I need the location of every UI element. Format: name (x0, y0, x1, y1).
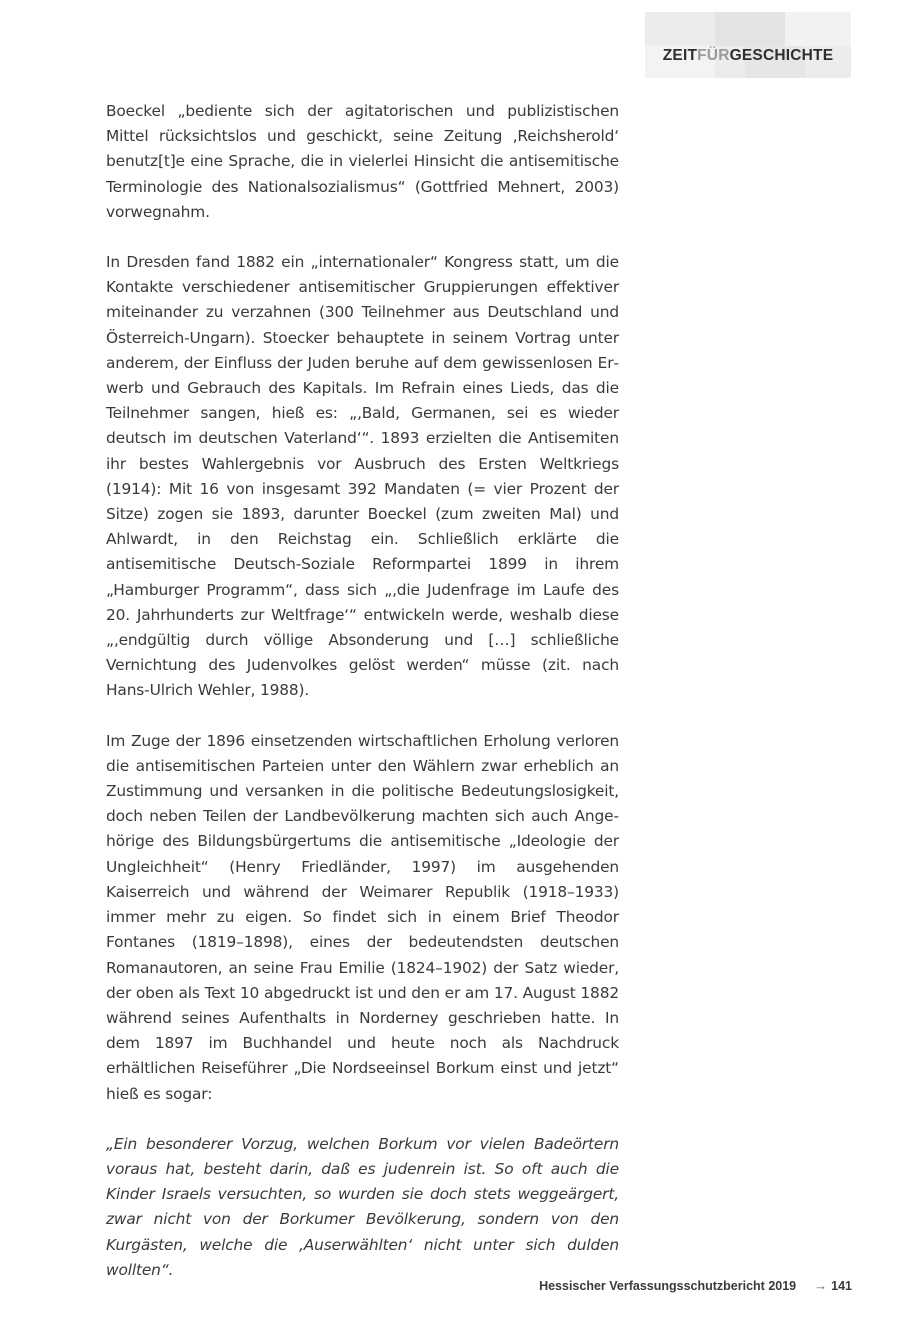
page-number: 141 (831, 1278, 852, 1293)
paragraph-3: Im Zuge der 1896 einsetzenden wirtschaftlichen Erholung verloren die antisemitischen Parteien unter den Wählern zwar erheblich an Zustimmung und versanken in die politische Bedeutungslosigkeit, doch neben Teilen der Landbevölkerung machten sich auch Angehörige des Bildungsbürgertums die antisemitische „Ideologie der Ungleichheit“ (Henry Friedländer, 1997) im ausgehenden Kaiserreich und während der Weimarer Republik (1918–1933) immer mehr zu eigen. So findet sich in einem Brief Theodor Fontanes (1819–1898), eines der bedeutendsten deutschen Romanautoren, an seine Frau Emilie (1824–1902) der Satz wieder, der oben als Text 10 abgedruckt ist und den er am 17. August 1882 während seines Aufenthalts in Norderney geschrieben hatte. In dem 1897 im Buchhandel und heute noch als Nachdruck erhältlichen Reiseführer „Die Nordseeinsel Borkum einst und jetzt“ hieß es sogar: (106, 731, 619, 1103)
main-text (106, 99, 619, 1283)
paragraph-2: In Dresden fand 1882 ein „internationaler“ Kongress statt, um die Kontakte verschiedener antisemitischer Gruppierungen effektiver miteinander zu verzahnen (300 Teilnehmer aus Deutschland und Österreich-Ungarn). Stoecker behauptete in seinem Vortrag unter anderem, der Einfluss der Juden beruhe auf dem gewissenlosen Erwerb und Gebrauch des Kapitals. Im Refrain eines Lieds, das die Teilnehmer sangen, hieß es: „‚Bald, Germanen, sei es wieder deutsch im deutschen Vaterland‘“. 1893 erzielten die Antisemiten ihr bestes Wahlergebnis vor Ausbruch des Ersten Weltkriegs (1914): Mit 16 von insgesamt 392 Mandaten (= vier Prozent der Sitze) zogen sie 1893, darunter Boeckel (zum zweiten Mal) und Ahlwardt, in den Reichstag ein. Schließlich erklärte die antisemitische Deutsch-Soziale Reformpartei 1899 in ihrem „Hamburger Programm“, dass sich „‚die Judenfrage im Laufe des 20. Jahrhunderts zur Weltfrage‘“ entwickeln werde, weshalb diese „‚endgültig durch völlige Absonderung und […] schließliche Vernichtung des Judenvolkes gelöst werden“ müsse (zit. nach Hans-Ulrich Wehler, 1988). (106, 253, 619, 700)
badge-decor-square (785, 12, 851, 46)
arrow-right-icon: → (814, 1278, 828, 1293)
section-title (645, 47, 851, 65)
page-footer (539, 1278, 852, 1293)
section-title-part-fuer: FÜR (697, 47, 730, 64)
section-title-part-zeit: ZEIT (662, 47, 698, 64)
block-quote: „Ein besonderer Vorzug, welchen Borkum vor vielen Badeörtern voraus hat, besteht darin, daß es judenrein ist. So oft auch die Kinder Israels versuchten, so wurden sie doch stets weggeärgert, zwar nicht von der Borkumer Bevölkerung, sondern von den Kurgästen, welche die ‚Auserwählten‘ nicht unter sich dulden wollten“. (106, 1134, 619, 1279)
badge-decor-square (715, 12, 785, 46)
report-title: Hessischer Verfassungsschutzbericht 2019 (539, 1278, 797, 1293)
paragraph-1: Boeckel „bediente sich der agitatorischen und publizistischen Mittel rücksichtslos und geschickt, seine Zeitung ‚Reichsherold‘ benutz[t]e eine Sprache, die in vielerlei Hinsicht die antisemitische Terminologie des Nationalsozialismus“ (Gottfried Mehnert, 2003) vorwegnahm. (106, 102, 619, 221)
section-badge (645, 12, 851, 78)
section-title-part-geschichte: GESCHICHTE (729, 47, 834, 64)
